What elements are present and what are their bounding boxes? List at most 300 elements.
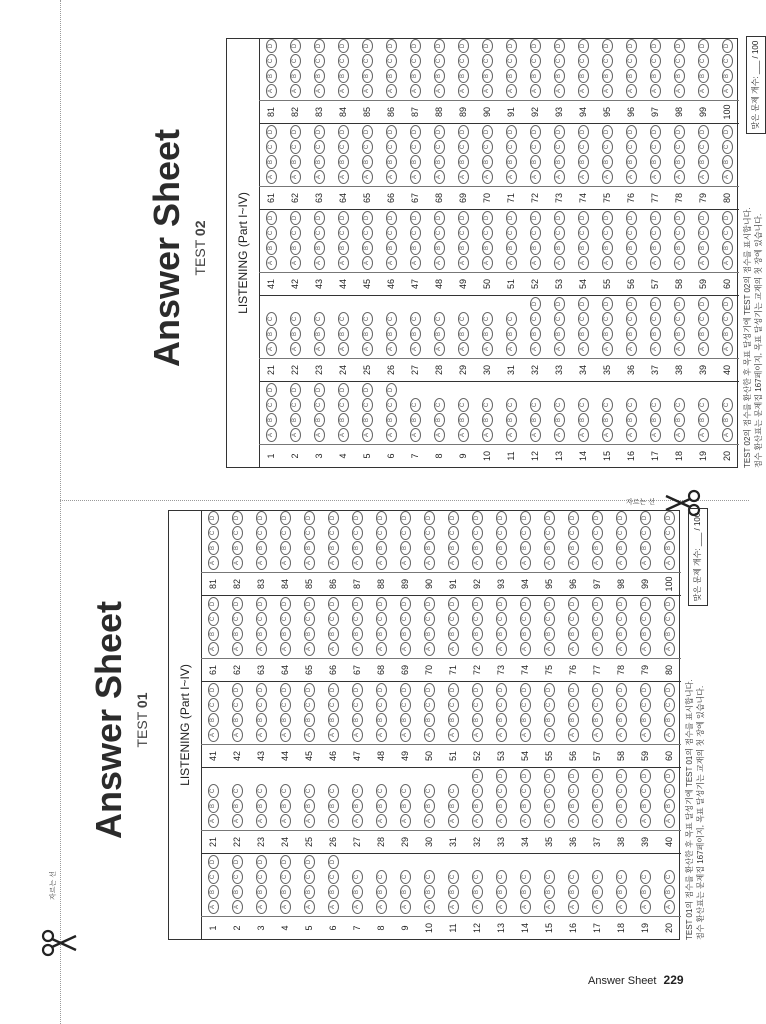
answer-bubble-c[interactable]: C: [530, 398, 541, 412]
answer-bubble-b[interactable]: B: [674, 155, 685, 169]
answer-bubble-c[interactable]: C: [722, 398, 733, 412]
answer-bubble-b[interactable]: B: [674, 413, 685, 427]
answer-bubble-d[interactable]: D: [434, 125, 445, 139]
answer-bubble-c[interactable]: C: [554, 226, 565, 240]
answer-bubble-a[interactable]: A: [602, 84, 613, 98]
answer-bubble-a[interactable]: A: [496, 728, 507, 742]
answer-bubble-d[interactable]: D: [544, 511, 555, 525]
answer-bubble-c[interactable]: C: [472, 698, 483, 712]
answer-bubble-a[interactable]: A: [338, 84, 349, 98]
answer-bubble-d[interactable]: D: [578, 211, 589, 225]
answer-bubble-b[interactable]: B: [410, 69, 421, 83]
answer-bubble-c[interactable]: C: [314, 398, 325, 412]
answer-bubble-c[interactable]: C: [386, 398, 397, 412]
answer-bubble-a[interactable]: A: [376, 642, 387, 656]
answer-bubble-b[interactable]: B: [266, 241, 277, 255]
answer-bubble-b[interactable]: B: [338, 413, 349, 427]
answer-bubble-a[interactable]: A: [496, 900, 507, 914]
answer-bubble-a[interactable]: A: [674, 342, 685, 356]
answer-bubble-a[interactable]: A: [568, 556, 579, 570]
answer-bubble-c[interactable]: C: [602, 140, 613, 154]
answer-bubble-d[interactable]: D: [530, 211, 541, 225]
answer-bubble-b[interactable]: B: [448, 541, 459, 555]
answer-bubble-b[interactable]: B: [640, 713, 651, 727]
answer-bubble-b[interactable]: B: [400, 713, 411, 727]
answer-bubble-c[interactable]: C: [458, 140, 469, 154]
answer-bubble-c[interactable]: C: [208, 698, 219, 712]
answer-bubble-a[interactable]: A: [304, 728, 315, 742]
answer-bubble-c[interactable]: C: [208, 870, 219, 884]
answer-bubble-a[interactable]: A: [400, 556, 411, 570]
answer-bubble-a[interactable]: A: [698, 170, 709, 184]
answer-bubble-d[interactable]: D: [496, 769, 507, 783]
answer-bubble-b[interactable]: B: [280, 885, 291, 899]
answer-bubble-c[interactable]: C: [352, 698, 363, 712]
answer-bubble-c[interactable]: C: [400, 612, 411, 626]
answer-bubble-b[interactable]: B: [304, 885, 315, 899]
answer-bubble-b[interactable]: B: [592, 885, 603, 899]
answer-bubble-a[interactable]: A: [448, 556, 459, 570]
answer-bubble-b[interactable]: B: [304, 541, 315, 555]
answer-bubble-a[interactable]: A: [472, 642, 483, 656]
answer-bubble-c[interactable]: C: [314, 226, 325, 240]
answer-bubble-a[interactable]: A: [554, 84, 565, 98]
answer-bubble-b[interactable]: B: [506, 69, 517, 83]
answer-bubble-d[interactable]: D: [304, 683, 315, 697]
answer-bubble-d[interactable]: D: [448, 683, 459, 697]
answer-bubble-a[interactable]: A: [448, 814, 459, 828]
answer-bubble-b[interactable]: B: [362, 327, 373, 341]
answer-bubble-c[interactable]: C: [544, 526, 555, 540]
answer-bubble-c[interactable]: C: [602, 312, 613, 326]
answer-bubble-d[interactable]: D: [352, 683, 363, 697]
answer-bubble-b[interactable]: B: [424, 799, 435, 813]
answer-bubble-d[interactable]: D: [530, 125, 541, 139]
answer-bubble-a[interactable]: A: [208, 900, 219, 914]
answer-bubble-d[interactable]: D: [626, 39, 637, 53]
answer-bubble-b[interactable]: B: [232, 885, 243, 899]
answer-bubble-d[interactable]: D: [362, 39, 373, 53]
answer-bubble-d[interactable]: D: [338, 383, 349, 397]
answer-bubble-b[interactable]: B: [530, 69, 541, 83]
answer-bubble-b[interactable]: B: [290, 413, 301, 427]
answer-bubble-a[interactable]: A: [578, 256, 589, 270]
answer-bubble-c[interactable]: C: [568, 784, 579, 798]
answer-bubble-a[interactable]: A: [520, 728, 531, 742]
answer-bubble-b[interactable]: B: [338, 241, 349, 255]
answer-bubble-c[interactable]: C: [578, 226, 589, 240]
answer-bubble-c[interactable]: C: [208, 612, 219, 626]
answer-bubble-b[interactable]: B: [352, 541, 363, 555]
answer-bubble-a[interactable]: A: [352, 728, 363, 742]
answer-bubble-d[interactable]: D: [376, 511, 387, 525]
answer-bubble-b[interactable]: B: [352, 627, 363, 641]
answer-bubble-a[interactable]: A: [544, 814, 555, 828]
answer-bubble-c[interactable]: C: [506, 140, 517, 154]
answer-bubble-a[interactable]: A: [290, 428, 301, 442]
answer-bubble-c[interactable]: C: [640, 698, 651, 712]
answer-bubble-b[interactable]: B: [208, 799, 219, 813]
answer-bubble-b[interactable]: B: [578, 327, 589, 341]
answer-bubble-a[interactable]: A: [232, 814, 243, 828]
answer-bubble-d[interactable]: D: [482, 39, 493, 53]
answer-bubble-a[interactable]: A: [256, 556, 267, 570]
answer-bubble-b[interactable]: B: [400, 627, 411, 641]
answer-bubble-a[interactable]: A: [592, 900, 603, 914]
answer-bubble-a[interactable]: A: [410, 256, 421, 270]
answer-bubble-b[interactable]: B: [280, 713, 291, 727]
answer-bubble-d[interactable]: D: [664, 511, 675, 525]
answer-bubble-a[interactable]: A: [650, 428, 661, 442]
answer-bubble-a[interactable]: A: [674, 256, 685, 270]
answer-bubble-c[interactable]: C: [448, 870, 459, 884]
answer-bubble-c[interactable]: C: [434, 398, 445, 412]
answer-bubble-b[interactable]: B: [472, 541, 483, 555]
answer-bubble-b[interactable]: B: [640, 627, 651, 641]
answer-bubble-d[interactable]: D: [290, 39, 301, 53]
answer-bubble-b[interactable]: B: [256, 885, 267, 899]
answer-bubble-c[interactable]: C: [544, 612, 555, 626]
answer-bubble-a[interactable]: A: [266, 428, 277, 442]
answer-bubble-b[interactable]: B: [280, 627, 291, 641]
answer-bubble-d[interactable]: D: [544, 597, 555, 611]
answer-bubble-a[interactable]: A: [664, 642, 675, 656]
answer-bubble-a[interactable]: A: [434, 84, 445, 98]
answer-bubble-c[interactable]: C: [266, 226, 277, 240]
answer-bubble-c[interactable]: C: [506, 398, 517, 412]
answer-bubble-c[interactable]: C: [674, 312, 685, 326]
answer-bubble-b[interactable]: B: [616, 627, 627, 641]
answer-bubble-d[interactable]: D: [232, 597, 243, 611]
answer-bubble-a[interactable]: A: [338, 428, 349, 442]
answer-bubble-b[interactable]: B: [698, 413, 709, 427]
answer-bubble-b[interactable]: B: [530, 155, 541, 169]
answer-bubble-b[interactable]: B: [506, 413, 517, 427]
answer-bubble-b[interactable]: B: [592, 627, 603, 641]
answer-bubble-b[interactable]: B: [472, 885, 483, 899]
answer-bubble-a[interactable]: A: [506, 84, 517, 98]
answer-bubble-b[interactable]: B: [290, 241, 301, 255]
answer-bubble-c[interactable]: C: [376, 698, 387, 712]
answer-bubble-a[interactable]: A: [328, 814, 339, 828]
answer-bubble-c[interactable]: C: [722, 312, 733, 326]
answer-bubble-c[interactable]: C: [602, 226, 613, 240]
answer-bubble-d[interactable]: D: [602, 125, 613, 139]
answer-bubble-a[interactable]: A: [424, 556, 435, 570]
answer-bubble-c[interactable]: C: [424, 698, 435, 712]
answer-bubble-a[interactable]: A: [640, 556, 651, 570]
answer-bubble-a[interactable]: A: [698, 256, 709, 270]
answer-bubble-d[interactable]: D: [544, 683, 555, 697]
answer-bubble-a[interactable]: A: [650, 84, 661, 98]
answer-bubble-b[interactable]: B: [256, 713, 267, 727]
answer-bubble-d[interactable]: D: [314, 125, 325, 139]
answer-bubble-a[interactable]: A: [208, 556, 219, 570]
answer-bubble-c[interactable]: C: [328, 526, 339, 540]
answer-bubble-a[interactable]: A: [400, 814, 411, 828]
answer-bubble-b[interactable]: B: [256, 541, 267, 555]
answer-bubble-d[interactable]: D: [424, 597, 435, 611]
answer-bubble-a[interactable]: A: [640, 814, 651, 828]
answer-bubble-c[interactable]: C: [448, 526, 459, 540]
answer-bubble-d[interactable]: D: [520, 769, 531, 783]
answer-bubble-c[interactable]: C: [280, 698, 291, 712]
answer-bubble-c[interactable]: C: [592, 784, 603, 798]
answer-bubble-b[interactable]: B: [314, 69, 325, 83]
answer-bubble-d[interactable]: D: [304, 597, 315, 611]
answer-bubble-b[interactable]: B: [626, 327, 637, 341]
answer-bubble-d[interactable]: D: [280, 511, 291, 525]
answer-bubble-b[interactable]: B: [280, 541, 291, 555]
answer-bubble-b[interactable]: B: [232, 713, 243, 727]
answer-bubble-a[interactable]: A: [602, 342, 613, 356]
answer-bubble-a[interactable]: A: [232, 728, 243, 742]
answer-bubble-b[interactable]: B: [602, 69, 613, 83]
answer-bubble-c[interactable]: C: [650, 312, 661, 326]
answer-bubble-b[interactable]: B: [568, 541, 579, 555]
answer-bubble-c[interactable]: C: [256, 784, 267, 798]
answer-bubble-a[interactable]: A: [506, 256, 517, 270]
answer-bubble-a[interactable]: A: [616, 642, 627, 656]
answer-bubble-c[interactable]: C: [400, 698, 411, 712]
answer-bubble-c[interactable]: C: [674, 140, 685, 154]
answer-bubble-b[interactable]: B: [386, 327, 397, 341]
answer-bubble-b[interactable]: B: [568, 799, 579, 813]
answer-bubble-b[interactable]: B: [386, 69, 397, 83]
answer-bubble-c[interactable]: C: [338, 312, 349, 326]
answer-bubble-c[interactable]: C: [544, 698, 555, 712]
answer-bubble-c[interactable]: C: [544, 784, 555, 798]
answer-bubble-c[interactable]: C: [400, 526, 411, 540]
answer-bubble-d[interactable]: D: [208, 855, 219, 869]
answer-bubble-c[interactable]: C: [328, 698, 339, 712]
answer-bubble-c[interactable]: C: [616, 784, 627, 798]
answer-bubble-a[interactable]: A: [256, 814, 267, 828]
answer-bubble-a[interactable]: A: [400, 900, 411, 914]
answer-bubble-a[interactable]: A: [314, 342, 325, 356]
answer-bubble-c[interactable]: C: [578, 312, 589, 326]
answer-bubble-a[interactable]: A: [362, 84, 373, 98]
answer-bubble-b[interactable]: B: [554, 69, 565, 83]
answer-bubble-b[interactable]: B: [592, 713, 603, 727]
answer-bubble-b[interactable]: B: [280, 799, 291, 813]
answer-bubble-b[interactable]: B: [304, 799, 315, 813]
answer-bubble-a[interactable]: A: [698, 84, 709, 98]
answer-bubble-c[interactable]: C: [496, 784, 507, 798]
answer-bubble-b[interactable]: B: [400, 541, 411, 555]
answer-bubble-a[interactable]: A: [424, 900, 435, 914]
answer-bubble-d[interactable]: D: [458, 211, 469, 225]
answer-bubble-d[interactable]: D: [256, 597, 267, 611]
answer-bubble-a[interactable]: A: [722, 428, 733, 442]
answer-bubble-b[interactable]: B: [386, 413, 397, 427]
answer-bubble-a[interactable]: A: [352, 556, 363, 570]
answer-bubble-a[interactable]: A: [352, 814, 363, 828]
answer-bubble-a[interactable]: A: [304, 642, 315, 656]
answer-bubble-d[interactable]: D: [578, 297, 589, 311]
answer-bubble-c[interactable]: C: [482, 398, 493, 412]
answer-bubble-a[interactable]: A: [698, 342, 709, 356]
answer-bubble-b[interactable]: B: [352, 799, 363, 813]
answer-bubble-d[interactable]: D: [266, 211, 277, 225]
answer-bubble-d[interactable]: D: [328, 683, 339, 697]
answer-bubble-b[interactable]: B: [722, 69, 733, 83]
answer-bubble-c[interactable]: C: [698, 398, 709, 412]
answer-bubble-b[interactable]: B: [616, 885, 627, 899]
answer-bubble-a[interactable]: A: [578, 170, 589, 184]
answer-bubble-a[interactable]: A: [616, 900, 627, 914]
answer-bubble-b[interactable]: B: [530, 327, 541, 341]
answer-bubble-b[interactable]: B: [554, 327, 565, 341]
answer-bubble-d[interactable]: D: [554, 39, 565, 53]
answer-bubble-d[interactable]: D: [520, 511, 531, 525]
answer-bubble-d[interactable]: D: [362, 125, 373, 139]
answer-bubble-a[interactable]: A: [530, 428, 541, 442]
answer-bubble-b[interactable]: B: [496, 885, 507, 899]
answer-bubble-a[interactable]: A: [386, 170, 397, 184]
answer-bubble-a[interactable]: A: [664, 900, 675, 914]
answer-bubble-a[interactable]: A: [674, 428, 685, 442]
answer-bubble-b[interactable]: B: [544, 627, 555, 641]
answer-bubble-c[interactable]: C: [208, 784, 219, 798]
answer-bubble-b[interactable]: B: [376, 541, 387, 555]
answer-bubble-a[interactable]: A: [290, 84, 301, 98]
answer-bubble-a[interactable]: A: [338, 256, 349, 270]
answer-bubble-a[interactable]: A: [530, 84, 541, 98]
answer-bubble-c[interactable]: C: [376, 526, 387, 540]
answer-bubble-b[interactable]: B: [554, 413, 565, 427]
answer-bubble-c[interactable]: C: [386, 140, 397, 154]
answer-bubble-c[interactable]: C: [256, 698, 267, 712]
answer-bubble-d[interactable]: D: [290, 211, 301, 225]
answer-bubble-b[interactable]: B: [650, 155, 661, 169]
answer-bubble-c[interactable]: C: [520, 784, 531, 798]
answer-bubble-c[interactable]: C: [664, 698, 675, 712]
answer-bubble-b[interactable]: B: [616, 799, 627, 813]
answer-bubble-c[interactable]: C: [640, 784, 651, 798]
answer-bubble-d[interactable]: D: [424, 511, 435, 525]
answer-bubble-c[interactable]: C: [616, 612, 627, 626]
answer-bubble-a[interactable]: A: [266, 170, 277, 184]
answer-bubble-d[interactable]: D: [592, 683, 603, 697]
answer-bubble-d[interactable]: D: [626, 297, 637, 311]
answer-bubble-d[interactable]: D: [650, 297, 661, 311]
answer-bubble-d[interactable]: D: [434, 39, 445, 53]
answer-bubble-a[interactable]: A: [650, 342, 661, 356]
answer-bubble-b[interactable]: B: [266, 155, 277, 169]
answer-bubble-a[interactable]: A: [640, 642, 651, 656]
answer-bubble-d[interactable]: D: [352, 597, 363, 611]
answer-bubble-c[interactable]: C: [304, 870, 315, 884]
answer-bubble-b[interactable]: B: [376, 799, 387, 813]
answer-bubble-c[interactable]: C: [530, 312, 541, 326]
answer-bubble-c[interactable]: C: [520, 526, 531, 540]
answer-bubble-b[interactable]: B: [664, 627, 675, 641]
answer-bubble-b[interactable]: B: [544, 799, 555, 813]
answer-bubble-b[interactable]: B: [602, 155, 613, 169]
answer-bubble-d[interactable]: D: [626, 211, 637, 225]
answer-bubble-b[interactable]: B: [554, 155, 565, 169]
answer-bubble-b[interactable]: B: [266, 69, 277, 83]
answer-bubble-b[interactable]: B: [376, 885, 387, 899]
answer-bubble-c[interactable]: C: [592, 612, 603, 626]
answer-bubble-c[interactable]: C: [664, 612, 675, 626]
answer-bubble-c[interactable]: C: [314, 312, 325, 326]
answer-bubble-c[interactable]: C: [458, 54, 469, 68]
answer-bubble-a[interactable]: A: [472, 556, 483, 570]
answer-bubble-b[interactable]: B: [530, 241, 541, 255]
answer-bubble-d[interactable]: D: [362, 211, 373, 225]
answer-bubble-b[interactable]: B: [208, 627, 219, 641]
answer-bubble-d[interactable]: D: [650, 125, 661, 139]
answer-bubble-d[interactable]: D: [568, 769, 579, 783]
answer-bubble-a[interactable]: A: [362, 342, 373, 356]
answer-bubble-a[interactable]: A: [592, 642, 603, 656]
answer-bubble-c[interactable]: C: [592, 870, 603, 884]
answer-bubble-a[interactable]: A: [520, 814, 531, 828]
answer-bubble-c[interactable]: C: [280, 612, 291, 626]
answer-bubble-c[interactable]: C: [674, 226, 685, 240]
answer-bubble-c[interactable]: C: [352, 870, 363, 884]
answer-bubble-b[interactable]: B: [616, 541, 627, 555]
answer-bubble-c[interactable]: C: [472, 784, 483, 798]
answer-bubble-a[interactable]: A: [232, 642, 243, 656]
answer-bubble-a[interactable]: A: [482, 170, 493, 184]
answer-bubble-a[interactable]: A: [362, 256, 373, 270]
answer-bubble-c[interactable]: C: [530, 226, 541, 240]
answer-bubble-b[interactable]: B: [376, 713, 387, 727]
answer-bubble-c[interactable]: C: [256, 526, 267, 540]
answer-bubble-a[interactable]: A: [674, 84, 685, 98]
answer-bubble-c[interactable]: C: [232, 698, 243, 712]
answer-bubble-a[interactable]: A: [482, 256, 493, 270]
answer-bubble-d[interactable]: D: [256, 855, 267, 869]
answer-bubble-c[interactable]: C: [328, 784, 339, 798]
answer-bubble-d[interactable]: D: [640, 511, 651, 525]
answer-bubble-c[interactable]: C: [304, 526, 315, 540]
answer-bubble-c[interactable]: C: [664, 784, 675, 798]
answer-bubble-a[interactable]: A: [496, 814, 507, 828]
answer-bubble-c[interactable]: C: [328, 870, 339, 884]
answer-bubble-d[interactable]: D: [208, 511, 219, 525]
answer-bubble-a[interactable]: A: [616, 814, 627, 828]
answer-bubble-d[interactable]: D: [698, 125, 709, 139]
answer-bubble-a[interactable]: A: [386, 84, 397, 98]
answer-bubble-c[interactable]: C: [410, 226, 421, 240]
answer-bubble-a[interactable]: A: [458, 256, 469, 270]
answer-bubble-c[interactable]: C: [568, 698, 579, 712]
answer-bubble-b[interactable]: B: [520, 541, 531, 555]
answer-bubble-c[interactable]: C: [434, 54, 445, 68]
answer-bubble-a[interactable]: A: [208, 642, 219, 656]
answer-bubble-a[interactable]: A: [266, 342, 277, 356]
answer-bubble-c[interactable]: C: [626, 312, 637, 326]
answer-bubble-b[interactable]: B: [290, 155, 301, 169]
answer-bubble-c[interactable]: C: [338, 54, 349, 68]
answer-bubble-c[interactable]: C: [554, 398, 565, 412]
answer-bubble-c[interactable]: C: [616, 526, 627, 540]
answer-bubble-b[interactable]: B: [458, 155, 469, 169]
answer-bubble-b[interactable]: B: [664, 799, 675, 813]
answer-bubble-c[interactable]: C: [568, 612, 579, 626]
answer-bubble-d[interactable]: D: [616, 511, 627, 525]
answer-bubble-a[interactable]: A: [506, 428, 517, 442]
answer-bubble-b[interactable]: B: [376, 627, 387, 641]
answer-bubble-c[interactable]: C: [722, 140, 733, 154]
answer-bubble-b[interactable]: B: [304, 627, 315, 641]
answer-bubble-d[interactable]: D: [578, 39, 589, 53]
answer-bubble-a[interactable]: A: [386, 256, 397, 270]
